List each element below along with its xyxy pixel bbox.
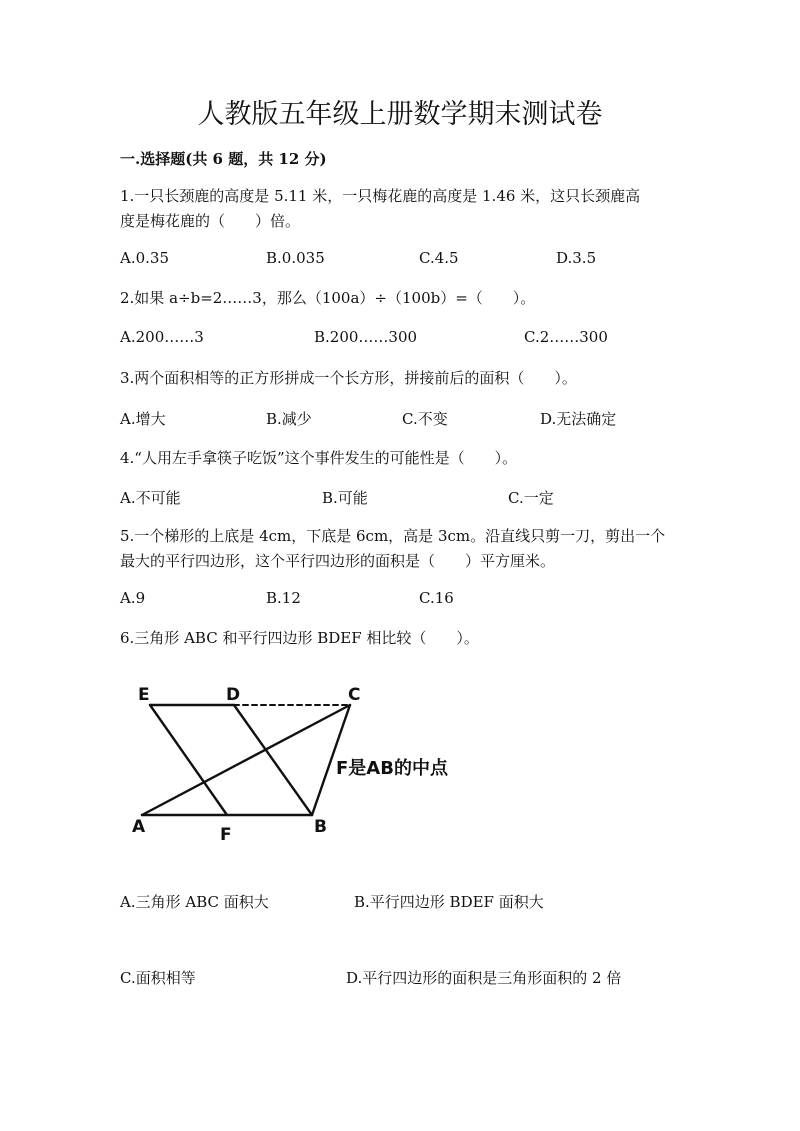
q3-option-b: B.减少 [266, 410, 312, 428]
question-5 [120, 524, 665, 574]
question-1-line-1: 1.一只长颈鹿的高度是 5.11 米，一只梅花鹿的高度是 1.46 米，这只长颈鹿高 [120, 187, 641, 205]
q3-option-d: D.无法确定 [540, 410, 617, 428]
segment-ef [150, 705, 227, 815]
question-5-line-1: 5.一个梯形的上底是 4cm，下底是 6cm，高是 3cm。沿直线只剪一刀，剪出一个 [120, 527, 666, 545]
label-c: C [348, 685, 361, 705]
q1-option-c: C.4.5 [419, 249, 459, 267]
q5-option-a: A.9 [120, 589, 146, 607]
q6-option-b: B.平行四边形 BDEF 面积大 [354, 893, 544, 911]
question-4: 4.“人用左手拿筷子吃饭”这个事件发生的可能性是（ ）。 [120, 449, 518, 467]
geometry-figure [128, 682, 498, 852]
q2-option-b: B.200……300 [314, 328, 418, 346]
page-title: 人教版五年级上册数学期末测试卷 [197, 99, 603, 130]
q2-option-a: A.200……3 [120, 328, 204, 346]
q5-option-b: B.12 [266, 589, 301, 607]
figure-note: F是AB的中点 [336, 758, 448, 779]
q4-option-c: C.一定 [508, 489, 554, 507]
q6-option-c: C.面积相等 [120, 969, 196, 987]
q3-option-c: C.不变 [402, 410, 448, 428]
question-5-line-2: 最大的平行四边形，这个平行四边形的面积是（ ）平方厘米。 [120, 552, 556, 570]
question-6: 6.三角形 ABC 和平行四边形 BDEF 相比较（ ）。 [120, 629, 479, 647]
label-e: E [138, 685, 150, 705]
label-d: D [226, 685, 241, 705]
question-2: 2.如果 a÷b=2……3，那么（100a）÷（100b）=（ ）。 [120, 289, 536, 307]
q3-option-a: A.增大 [120, 410, 166, 428]
question-1-line-2: 度是梅花鹿的（ ）倍。 [120, 212, 301, 230]
q4-option-b: B.可能 [322, 489, 368, 507]
q5-option-c: C.16 [419, 589, 454, 607]
label-a: A [132, 817, 146, 837]
section-heading: 一.选择题(共 6 题，共 12 分) [120, 150, 327, 168]
q2-option-c: C.2……300 [524, 328, 608, 346]
question-1 [120, 184, 640, 234]
q1-option-a: A.0.35 [120, 249, 169, 267]
question-3: 3.两个面积相等的正方形拼成一个长方形，拼接前后的面积（ ）。 [120, 369, 577, 387]
q1-option-d: D.3.5 [556, 249, 597, 267]
q1-option-b: B.0.035 [266, 249, 325, 267]
q4-option-a: A.不可能 [120, 489, 181, 507]
label-b: B [314, 817, 327, 837]
q6-option-d: D.平行四边形的面积是三角形面积的 2 倍 [346, 969, 622, 987]
label-f: F [220, 825, 232, 845]
q6-option-a: A.三角形 ABC 面积大 [120, 893, 269, 911]
